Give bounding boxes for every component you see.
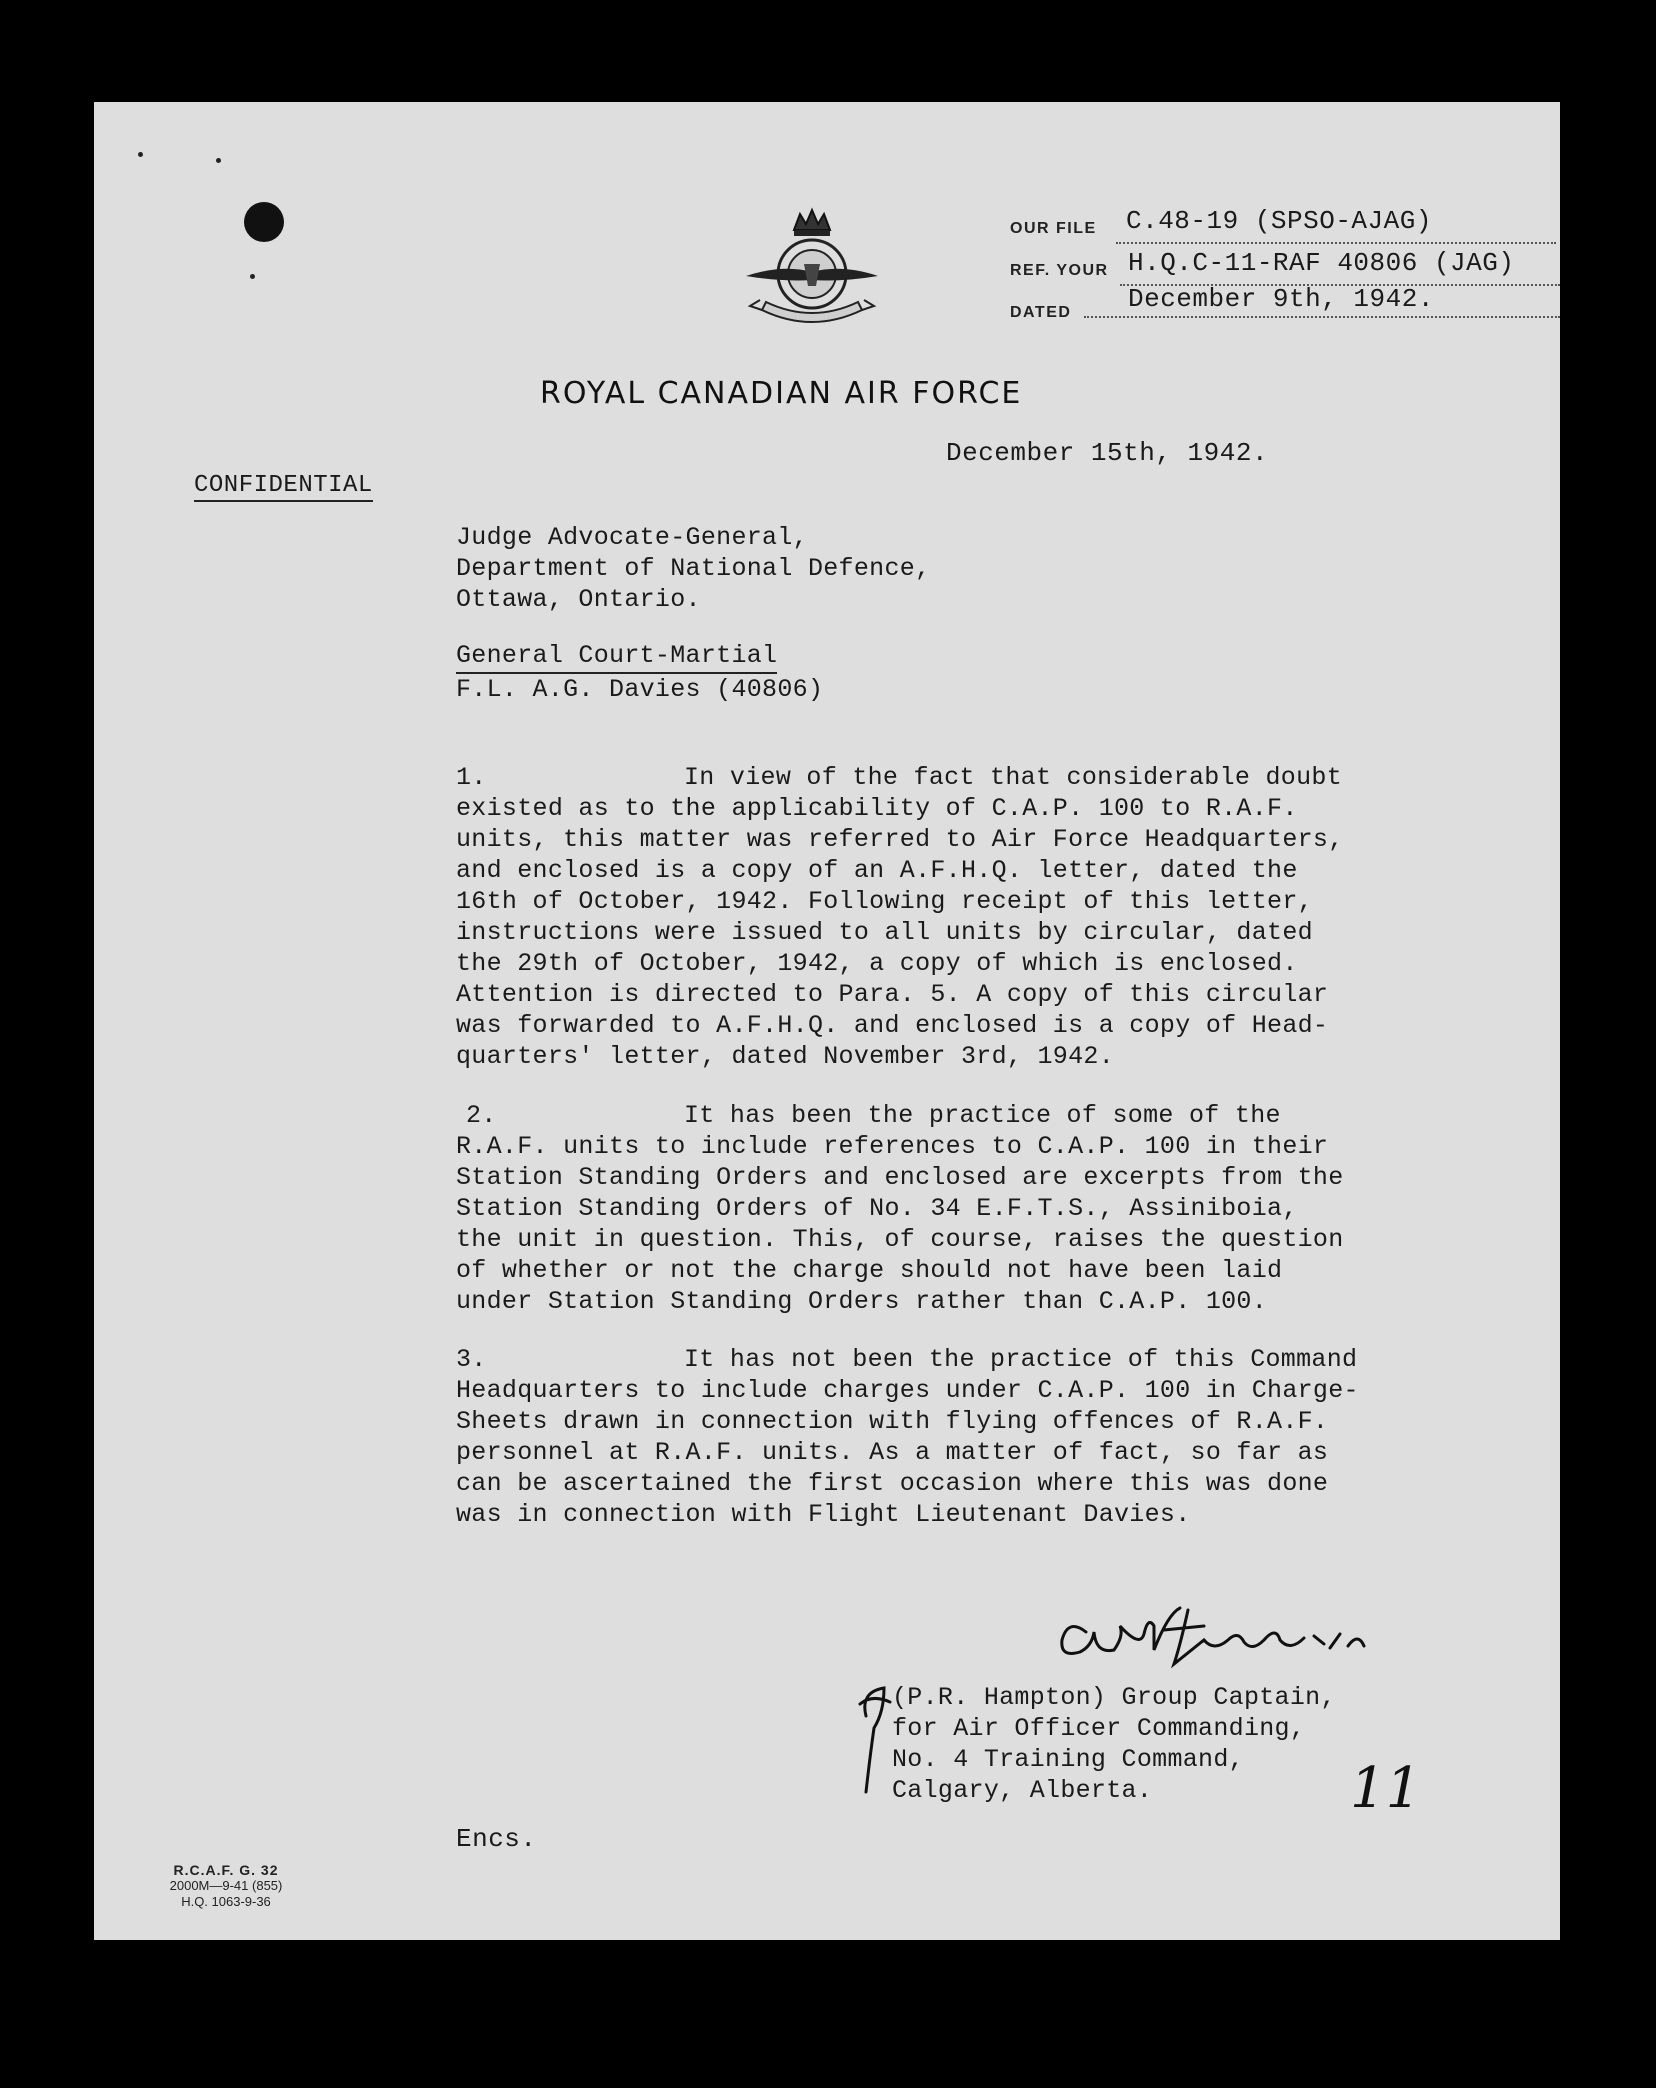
form-code — [146, 1862, 306, 1910]
subject-line-1: General Court-Martial — [456, 640, 777, 674]
paragraph-line: Headquarters to include charges under C.A.P. 100 in Charge- — [456, 1376, 1359, 1405]
paragraph-line: of whether or not the charge should not have been laid — [456, 1256, 1283, 1285]
paragraph-line: existed as to the applicability of C.A.P. 100 to R.A.F. — [456, 794, 1298, 823]
paragraph-line: under Station Standing Orders rather than C.A.P. 100. — [456, 1287, 1268, 1316]
paragraph-line: 16th of October, 1942. Following receipt of this letter, — [456, 887, 1313, 916]
letterhead-title: ROYAL CANADIAN AIR FORCE — [540, 376, 1023, 411]
enclosures-note: Encs. — [456, 1824, 537, 1854]
page-mark: 11 — [1350, 1756, 1422, 1821]
speck — [250, 274, 255, 279]
paragraph-line: was in connection with Flight Lieutenant Davies. — [456, 1500, 1191, 1529]
our-file-label: OUR FILE — [1010, 220, 1097, 237]
paragraph-number: 1. — [456, 763, 487, 792]
addressee-line: Ottawa, Ontario. — [456, 585, 701, 614]
signature-line: Calgary, Alberta. — [892, 1776, 1153, 1805]
paragraph-line: Station Standing Orders of No. 34 E.F.T.S., Assiniboia, — [456, 1194, 1298, 1223]
paragraph-line: can be ascertained the first occasion where this was done — [456, 1469, 1329, 1498]
punch-hole — [244, 202, 284, 242]
paragraph-line: the 29th of October, 1942, a copy of which is enclosed. — [456, 949, 1298, 978]
paragraph-line: quarters' letter, dated November 3rd, 1942. — [456, 1042, 1115, 1071]
addressee-line: Department of National Defence, — [456, 554, 931, 583]
subject-block — [456, 640, 823, 705]
our-file-rule — [1116, 242, 1556, 244]
signature-line: for Air Officer Commanding, — [892, 1714, 1306, 1743]
signature-line: (P.R. Hampton) Group Captain, — [892, 1683, 1336, 1712]
paragraph-line: Station Standing Orders and enclosed are excerpts from the — [456, 1163, 1344, 1192]
signature-line: No. 4 Training Command, — [892, 1745, 1244, 1774]
addressee-block — [456, 522, 930, 615]
paragraph-line: It has not been the practice of this Command — [684, 1345, 1358, 1374]
paragraph-line: In view of the fact that considerable doubt — [684, 763, 1343, 792]
form-code-line: H.Q. 1063-9-36 — [181, 1894, 271, 1909]
addressee-line: Judge Advocate-General, — [456, 523, 808, 552]
paragraph-line: Sheets drawn in connection with flying offences of R.A.F. — [456, 1407, 1329, 1436]
paragraph-3 — [456, 1344, 1359, 1530]
paragraph-line: was forwarded to A.F.H.Q. and enclosed is a copy of Head- — [456, 1011, 1329, 1040]
document-page — [94, 102, 1560, 1940]
ref-your-value: H.Q.C-11-RAF 40806 (JAG) — [1128, 248, 1515, 278]
dated-value: December 9th, 1942. — [1128, 284, 1434, 314]
speck — [216, 158, 221, 163]
our-file-value: C.48-19 (SPSO-AJAG) — [1126, 206, 1432, 236]
paragraph-line: and enclosed is a copy of an A.F.H.Q. letter, dated the — [456, 856, 1298, 885]
paragraph-line: It has been the practice of some of the — [684, 1101, 1281, 1130]
signature-block — [892, 1682, 1336, 1806]
paragraph-2 — [456, 1100, 1344, 1317]
speck — [138, 152, 143, 157]
dated-rule — [1084, 316, 1560, 318]
subject-line-2: F.L. A.G. Davies (40806) — [456, 675, 824, 704]
ref-your-label: REF. YOUR — [1010, 262, 1109, 279]
paragraph-number: 3. — [456, 1345, 487, 1374]
form-code-line: R.C.A.F. G. 32 — [173, 1862, 279, 1878]
paragraph-line: instructions were issued to all units by circular, dated — [456, 918, 1313, 947]
dated-label: DATED — [1010, 304, 1072, 321]
letter-date: December 15th, 1942. — [946, 438, 1269, 468]
form-code-line: 2000M—9-41 (855) — [169, 1878, 283, 1893]
classification-stamp: CONFIDENTIAL — [194, 472, 373, 502]
paragraph-line: personnel at R.A.F. units. As a matter of fact, so far as — [456, 1438, 1329, 1467]
paragraph-line: Attention is directed to Para. 5. A copy of this circular — [456, 980, 1329, 1009]
paragraph-line: R.A.F. units to include references to C.A.P. 100 in their — [456, 1132, 1329, 1161]
paragraph-1 — [456, 762, 1344, 1072]
paragraph-number: 2. — [466, 1101, 497, 1130]
paragraph-line: the unit in question. This, of course, raises the question — [456, 1225, 1344, 1254]
paragraph-line: units, this matter was referred to Air Force Headquarters, — [456, 825, 1344, 854]
rcaf-crest-icon — [742, 202, 882, 332]
